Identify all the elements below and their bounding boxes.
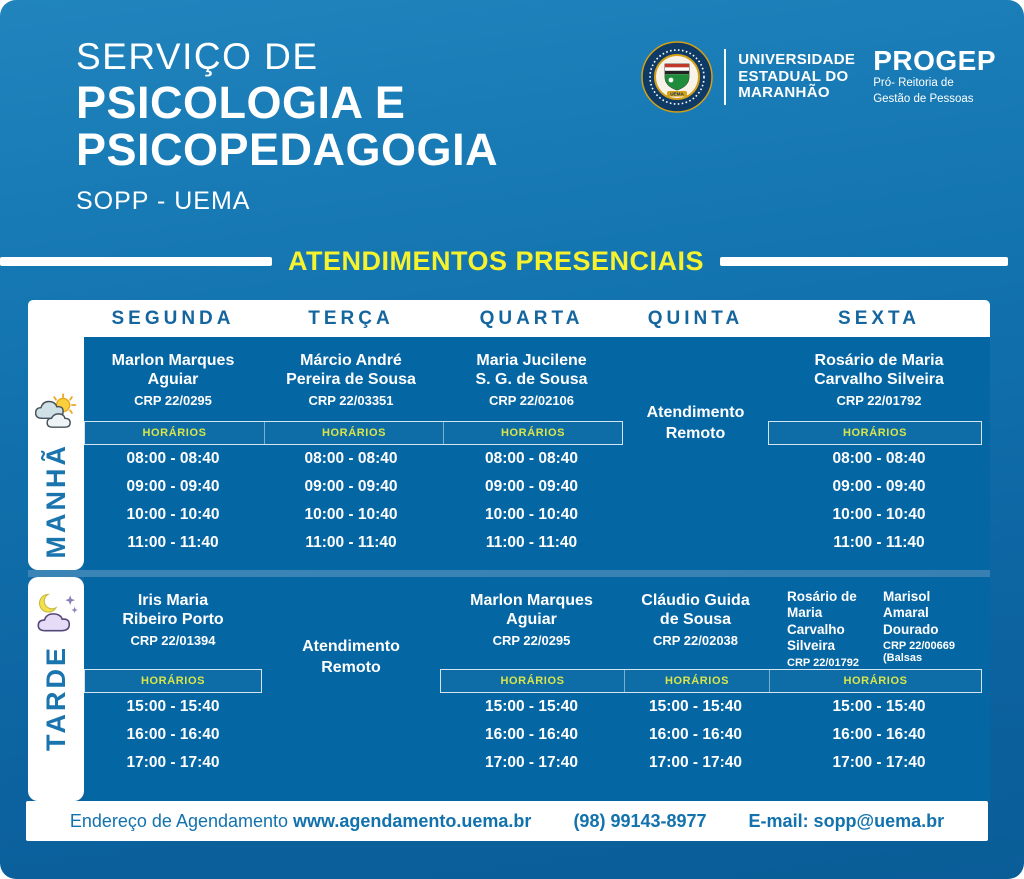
provider-crp: CRP 22/02038 (652, 632, 739, 648)
provider-name: Marlon Marques (111, 352, 235, 369)
horarios-label: HORÁRIOS (264, 422, 443, 444)
provider-crp: CRP 22/00669 (883, 640, 955, 653)
time-slot: 16:00 - 16:40 (126, 726, 220, 743)
provider-name: Marisol Amaral Dourado (883, 589, 939, 637)
provider-manha-terca (262, 337, 440, 421)
horarios-label: HORÁRIOS (769, 670, 981, 692)
remote-line: Remoto (665, 425, 726, 443)
time-slot: 17:00 - 17:40 (484, 754, 579, 771)
time-slot: 11:00 - 11:40 (305, 534, 397, 551)
section-tarde (28, 577, 990, 801)
providers-tarde-sexta (768, 577, 990, 669)
sun-clouds-icon (33, 393, 79, 433)
provider-location: (Balsas (883, 652, 923, 665)
times-manha-sexta (768, 445, 990, 557)
times-manha-terca (262, 445, 440, 557)
times-tarde-quarta (440, 693, 623, 777)
progep-wordmark (873, 47, 996, 106)
horarios-label: HORÁRIOS (842, 427, 908, 439)
provider-name: Cláudio Guida (641, 592, 750, 609)
title-line-3: PSICOPEDAGOGIA (76, 123, 499, 175)
uema-line-1: UNIVERSIDADE (738, 50, 856, 68)
provider-crp: CRP 22/0295 (134, 392, 212, 408)
time-slot: 17:00 - 17:40 (832, 754, 926, 771)
horarios-label: HORÁRIOS (500, 675, 565, 687)
time-slot: 10:00 - 10:40 (832, 506, 926, 523)
provider-name: Márcio André (300, 352, 402, 369)
time-slot: 15:00 - 15:40 (648, 698, 743, 715)
manha-label: MANHÃ (40, 443, 71, 559)
time-slot: 10:00 - 10:40 (304, 506, 398, 523)
day-header-quarta: QUARTA (479, 307, 584, 329)
provider-tarde-segunda (84, 577, 262, 669)
times-manha-segunda (84, 445, 262, 557)
schedule-table (28, 300, 990, 801)
time-slot: 09:00 - 09:40 (484, 478, 579, 495)
email-address[interactable]: E-mail: sopp@uema.br (748, 810, 945, 831)
provider-name: Maria Jucilene (476, 352, 587, 369)
horarios-strip-tarde-segunda (84, 669, 262, 693)
provider-crp: CRP 22/03351 (308, 392, 394, 408)
time-slot: 08:00 - 08:40 (304, 450, 398, 467)
time-slot: 09:00 - 09:40 (832, 478, 926, 495)
provider-tarde-quinta (623, 577, 768, 669)
provider-manha-segunda (84, 337, 262, 421)
progep-sub-1: Pró- Reitoria de (873, 77, 954, 90)
provider-name: Marlon Marques (470, 592, 593, 609)
time-slot: 09:00 - 09:40 (304, 478, 398, 495)
time-slot: 11:00 - 11:40 (127, 534, 219, 551)
day-header-sexta: SEXTA (838, 307, 920, 329)
provider-manha-sexta (768, 337, 990, 421)
time-slot: 11:00 - 11:40 (833, 534, 925, 551)
remote-notice-tarde-terca (262, 577, 440, 693)
time-slot: 15:00 - 15:40 (126, 698, 220, 715)
time-slot: 16:00 - 16:40 (648, 726, 743, 743)
provider-name: Carvalho Silveira (814, 370, 944, 388)
remote-notice-manha-quinta (623, 337, 768, 445)
provider-name: Pereira de Sousa (286, 370, 416, 388)
scheduling-address-label: Endereço de Agendamento (69, 810, 289, 831)
time-slot: 09:00 - 09:40 (126, 478, 220, 495)
horarios-strip-manha-sexta (768, 421, 982, 445)
provider-name: Rosário de Maria Carvalho Silveira (787, 589, 857, 654)
provider-name: de Sousa (659, 610, 732, 628)
provider-crp: CRP 22/01792 (836, 392, 922, 408)
times-tarde-quinta (623, 693, 768, 777)
remote-line: Atendimento (646, 404, 745, 422)
provider-crp: CRP 22/01394 (130, 632, 216, 648)
time-slot: 10:00 - 10:40 (126, 506, 220, 523)
time-slot: 16:00 - 16:40 (484, 726, 579, 743)
horarios-label: HORÁRIOS (142, 427, 207, 439)
provider-name: Aguiar (506, 610, 557, 628)
provider-crp: CRP 22/02106 (488, 392, 575, 408)
banner-bar-left (0, 257, 272, 266)
horarios-label: HORÁRIOS (624, 670, 769, 692)
times-tarde-segunda (84, 693, 262, 777)
manha-side-strip (28, 337, 84, 570)
remote-line: Remoto (321, 659, 381, 677)
provider-tarde-sexta-1 (787, 589, 869, 669)
provider-tarde-sexta-2 (883, 589, 971, 669)
time-slot: 08:00 - 08:40 (126, 450, 220, 467)
scheduling-url[interactable]: www.agendamento.uema.br (293, 810, 532, 831)
provider-manha-quarta (440, 337, 623, 421)
section-manha (28, 337, 990, 570)
uema-line-2: ESTADUAL DO (738, 67, 849, 85)
banner (0, 246, 1024, 277)
scheduling-address (70, 811, 532, 832)
title-line-2: PSICOLOGIA E (76, 76, 406, 128)
time-slot: 16:00 - 16:40 (832, 726, 926, 743)
day-header-segunda: SEGUNDA (111, 307, 235, 329)
uema-wordmark (738, 52, 855, 102)
horarios-strip-manha-left (84, 421, 623, 445)
provider-name: S. G. de Sousa (475, 370, 588, 388)
banner-bar-right (720, 257, 1008, 266)
logo-divider (724, 49, 726, 105)
footer-contact-bar (26, 801, 988, 841)
provider-name: Rosário de Maria (814, 352, 944, 369)
provider-name: Iris Maria (137, 592, 209, 609)
uema-seal-icon (640, 40, 714, 114)
times-manha-quarta (440, 445, 623, 557)
title-block (76, 36, 498, 216)
provider-crp: CRP 22/0295 (492, 632, 571, 648)
time-slot: 15:00 - 15:40 (832, 698, 926, 715)
banner-title: ATENDIMENTOS PRESENCIAIS (288, 246, 705, 276)
seal-text: UEMA (670, 91, 684, 97)
tarde-label: TARDE (40, 645, 71, 751)
subtitle-sopp-uema: SOPP - UEMA (76, 187, 251, 216)
section-divider (28, 570, 990, 577)
phone-number: (98) 99143-8977 (573, 810, 707, 831)
logo-area (640, 40, 996, 114)
time-slot: 17:00 - 17:40 (126, 754, 220, 771)
day-header-terca: TERÇA (308, 307, 394, 329)
moon-cloud-icon (33, 591, 79, 635)
day-header-row (28, 300, 990, 337)
provider-tarde-quarta (440, 577, 623, 669)
horarios-strip-tarde-right (440, 669, 982, 693)
progep-sub-2: Gestão de Pessoas (873, 93, 974, 105)
time-slot: 17:00 - 17:40 (648, 754, 743, 771)
time-slot: 11:00 - 11:40 (485, 534, 578, 551)
remote-line: Atendimento (302, 638, 400, 656)
progep-name: PROGEP (873, 45, 996, 77)
provider-name: Aguiar (147, 370, 199, 388)
provider-name: Ribeiro Porto (122, 610, 224, 628)
time-slot: 08:00 - 08:40 (484, 450, 579, 467)
time-slot: 15:00 - 15:40 (484, 698, 579, 715)
time-slot: 08:00 - 08:40 (832, 450, 926, 467)
times-tarde-sexta (768, 693, 990, 777)
horarios-label: HORÁRIOS (140, 675, 206, 687)
uema-line-3: MARANHÃO (738, 84, 830, 102)
time-slot: 10:00 - 10:40 (484, 506, 579, 523)
horarios-label: HORÁRIOS (443, 422, 622, 444)
provider-crp: CRP 22/01792 (787, 656, 859, 669)
title-line-1: SERVIÇO DE (76, 36, 319, 77)
manha-grid (84, 337, 990, 570)
day-header-quinta: QUINTA (647, 307, 744, 329)
tarde-grid (84, 577, 990, 801)
tarde-side-strip (28, 577, 84, 801)
